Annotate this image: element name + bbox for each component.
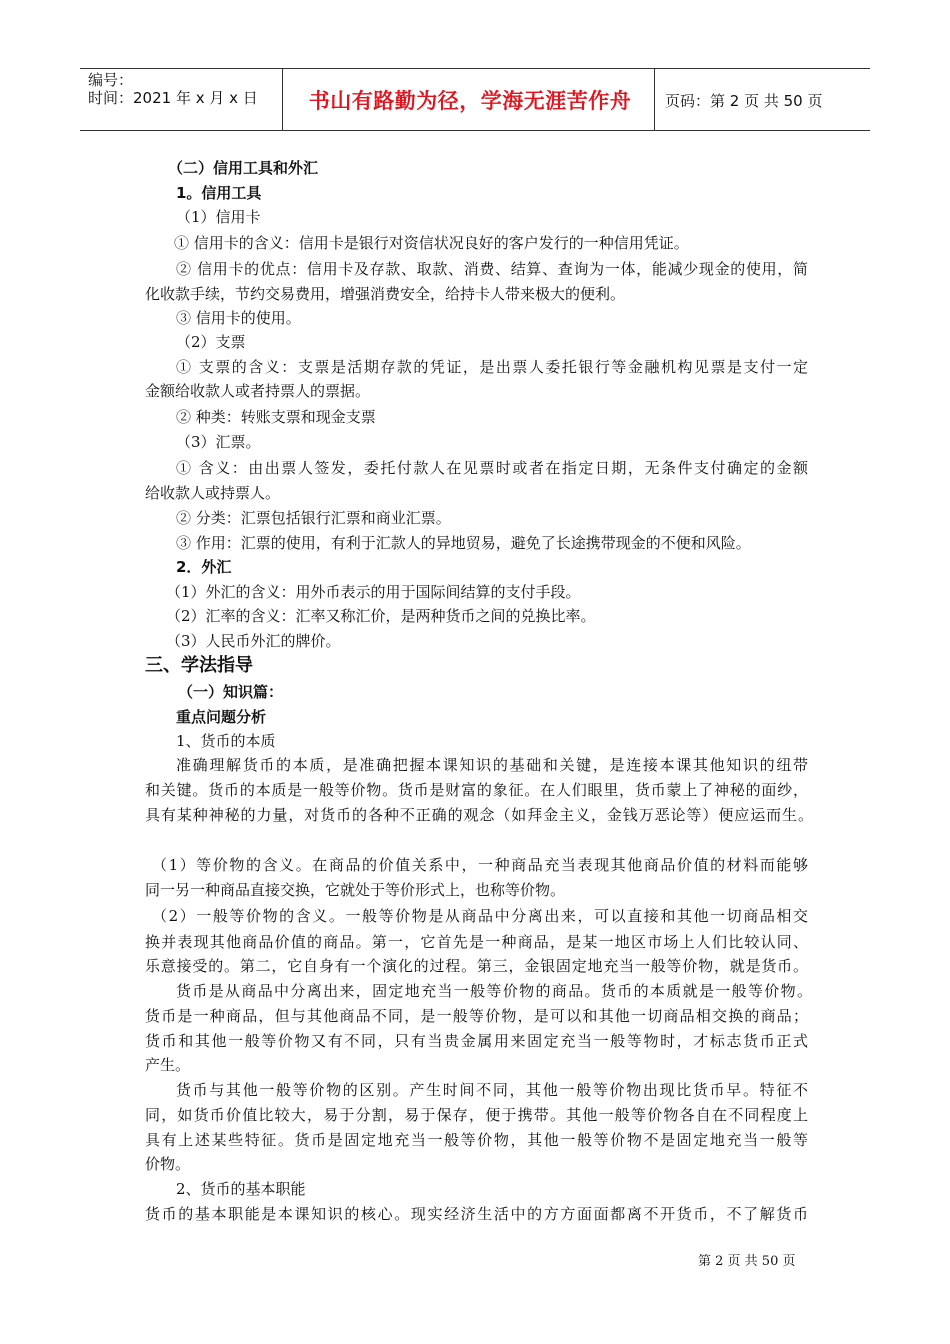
- text-line: （1）外汇的含义：用外币表示的用于国际间结算的支付手段。: [166, 583, 581, 601]
- text-line: 准确理解货币的本质，是准确把握本课知识的基础和关键，是连接本课其他知识的纽带: [176, 756, 808, 774]
- text-line: ① 信用卡的含义：信用卡是银行对资信状况良好的客户发行的一种信用凭证。: [174, 234, 689, 252]
- chapter-heading: 三、学法指导: [145, 655, 253, 676]
- section-heading: （一）知识篇：: [178, 683, 284, 701]
- text-line: 具有上述某些特征。货币是固定地充当一般等价物，其他一般等价物不是固定地充当一般等: [145, 1131, 808, 1149]
- section-heading: （二）信用工具和外汇: [168, 159, 319, 177]
- text-line: ① 含义：由出票人签发，委托付款人在见票时或者在指定日期，无条件支付确定的金额: [176, 459, 808, 477]
- text-line: 具有某种神秘的力量，对货币的各种不正确的观念（如拜金主义，金钱万恶论等）便应运而生。: [145, 806, 813, 824]
- text-line: （2）一般等价物的含义。一般等价物是从商品中分离出来，可以直接和其他一切商品相交: [152, 907, 808, 925]
- text-line: 化收款手续，节约交易费用，增强消费安全，给持卡人带来极大的便利。: [145, 285, 626, 303]
- header-divider: [282, 69, 283, 130]
- text-line: ② 种类：转账支票和现金支票: [176, 408, 376, 426]
- text-line: ① 支票的含义：支票是活期存款的凭证，是出票人委托银行等金融机构见票是支付一定: [176, 358, 808, 376]
- text-line: （2）支票: [176, 333, 246, 351]
- subsection-heading: 2．外汇: [176, 558, 232, 576]
- text-line: ② 分类：汇票包括银行汇票和商业汇票。: [176, 509, 451, 527]
- text-line: （1）信用卡: [176, 208, 261, 226]
- text-line: 货币的基本职能是本课知识的核心。现实经济生活中的方方面面都离不开货币，不了解货币: [145, 1205, 808, 1223]
- header-meta: [88, 71, 258, 107]
- code-label: 编号：: [88, 71, 134, 89]
- text-line: 1、货币的本质: [176, 732, 276, 750]
- subsection-heading: 1。信用工具: [176, 184, 262, 202]
- text-line: 货币和其他一般等价物又有不同，只有当贵金属用来固定充当一般等物时，才标志货币正式: [145, 1032, 808, 1050]
- text-line: 货币是一种商品，但与其他商品不同，是一般等价物，是可以和其他一切商品相交换的商品；: [145, 1007, 808, 1025]
- text-line: 换并表现其他商品价值的商品。第一，它首先是一种商品，是某一地区市场上人们比较认同、: [145, 933, 808, 951]
- text-line: 价物。: [145, 1155, 191, 1173]
- section-heading: 重点问题分析: [176, 708, 267, 726]
- text-line: 同，如货币价值比较大，易于分割，易于保存，便于携带。其他一般等价物各自在不同程度上: [145, 1106, 808, 1124]
- text-line: ② 信用卡的优点：信用卡及存款、取款、消费、结算、查询为一体，能减少现金的使用，简: [176, 260, 808, 278]
- text-line: 货币是从商品中分离出来，固定地充当一般等价物的商品。货币的本质就是一般等价物。: [176, 982, 812, 1000]
- time-label: 时间：2021 年 x 月 x 日: [88, 89, 258, 107]
- header-divider: [654, 69, 655, 130]
- header-page-label: 页码：第 2 页 共 50 页: [665, 92, 823, 110]
- text-line: ③ 作用：汇票的使用，有利于汇款人的异地贸易，避免了长途携带现金的不便和风险。: [176, 534, 751, 552]
- text-line: 和关键。货币的本质是一般等价物。货币是财富的象征。在人们眼里，货币蒙上了神秘的面纱，: [145, 781, 808, 799]
- text-line: 2、货币的基本职能: [176, 1180, 306, 1198]
- text-line: （3）汇票。: [176, 433, 261, 451]
- page-header: [80, 68, 870, 131]
- text-line: （3）人民币外汇的牌价。: [166, 632, 341, 650]
- text-line: 金额给收款人或者持票人的票据。: [145, 382, 371, 400]
- text-line: （1）等价物的含义。在商品的价值关系中，一种商品充当表现其他商品价值的材料而能够: [152, 856, 808, 874]
- text-line: 乐意接受的。第二，它自身有一个演化的过程。第三，金银固定地充当一般等价物，就是货币。: [145, 957, 808, 975]
- text-line: 货币与其他一般等价物的区别。产生时间不同，其他一般等价物出现比货币早。特征不: [176, 1081, 808, 1099]
- text-line: ③ 信用卡的使用。: [176, 309, 301, 327]
- page-footer: 第 2 页 共 50 页: [698, 1254, 796, 1269]
- header-motto: 书山有路勤为径，学海无涯苦作舟: [308, 89, 632, 113]
- text-line: （2）汇率的含义：汇率又称汇价，是两种货币之间的兑换比率。: [166, 607, 596, 625]
- text-line: 给收款人或持票人。: [145, 484, 281, 502]
- text-line: 同一另一种商品直接交换，它就处于等价形式上，也称等价物。: [145, 881, 566, 899]
- text-line: 产生。: [145, 1056, 191, 1074]
